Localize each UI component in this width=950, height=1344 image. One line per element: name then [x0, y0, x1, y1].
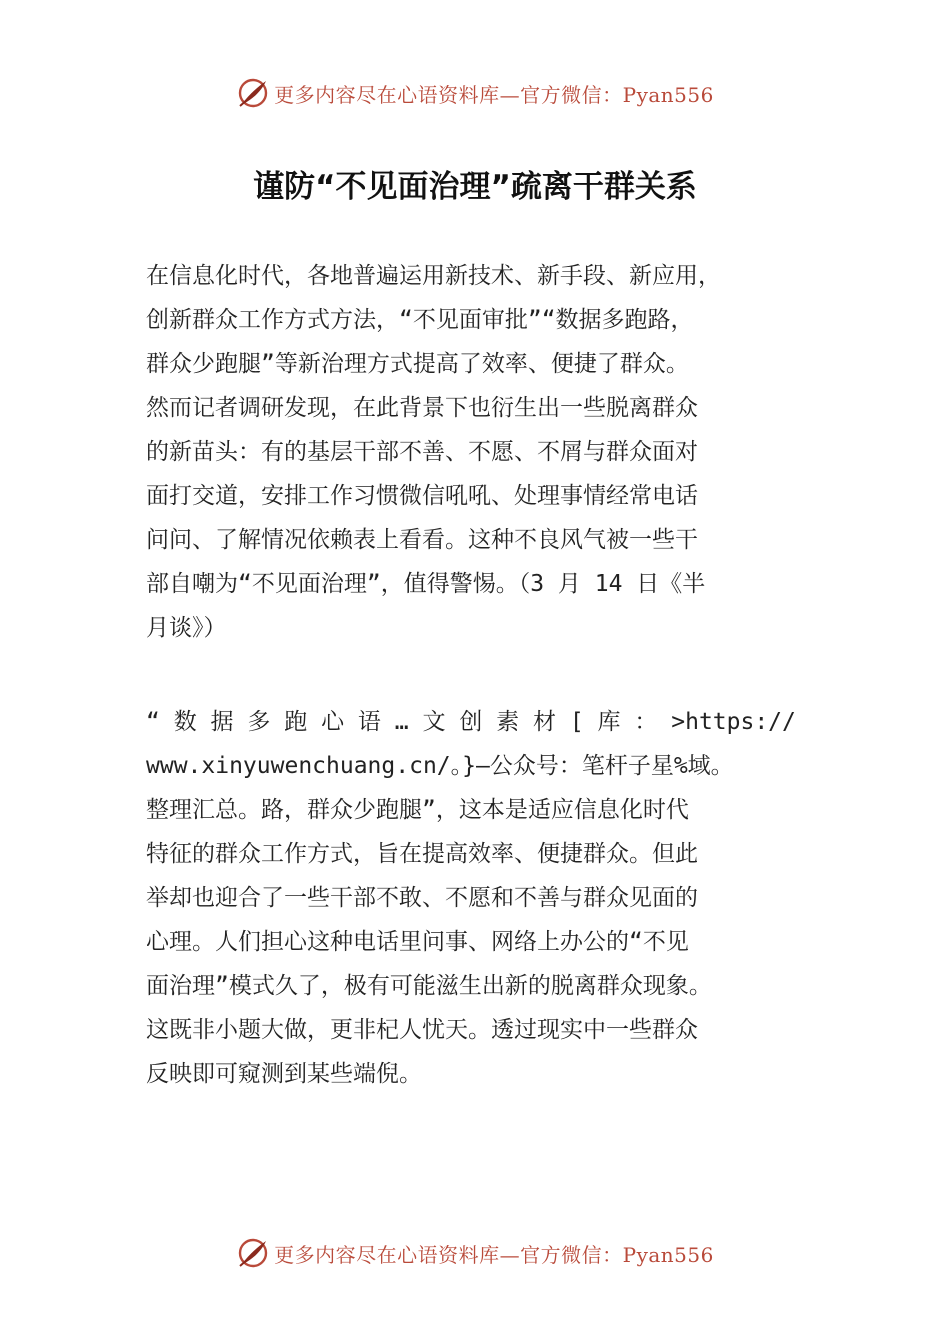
paragraph-line: 面打交道，安排工作习惯微信吼吼、处理事情经常电话 — [146, 483, 698, 509]
paragraph-line: 这既非小题大做，更非杞人忧天。透过现实中一些群众 — [146, 1017, 698, 1043]
paragraph-line: 然而记者调研发现，在此背景下也衍生出一些脱离群众 — [146, 395, 698, 421]
paragraph-line: 的新苗头：有的基层干部不善、不愿、不屑与群众面对 — [146, 439, 698, 465]
paragraph-line: 群众少跑腿”等新治理方式提高了效率、便捷了群众。 — [146, 351, 689, 377]
banner-text: 更多内容尽在心语资料库—官方微信：Pyan556 — [274, 82, 714, 107]
paragraph-line: “ 数 据 多 跑 心 语 … 文 创 素 材 [ 库 ： >https:// — [146, 709, 796, 735]
paragraph-line: 心理。人们担心这种电话里问事、网络上办公的“不见 — [146, 929, 689, 955]
paragraph-2 — [146, 700, 818, 1096]
paragraph-line: 月谈》） — [146, 615, 227, 641]
paragraph-line: 反映即可窥测到某些端倪。 — [146, 1061, 422, 1087]
article-title: 谨防“不见面治理”疏离干群关系 — [253, 169, 697, 205]
paragraph-1 — [146, 254, 818, 650]
banner-text: 更多内容尽在心语资料库—官方微信：Pyan556 — [274, 1242, 714, 1267]
paragraph-line: 问问、了解情况依赖表上看看。这种不良风气被一些干 — [146, 527, 698, 553]
paragraph-line: 特征的群众工作方式，旨在提高效率、便捷群众。但此 — [146, 841, 698, 867]
paragraph-line: www.xinyuwenchuang.cn/。}—公众号：笔杆子星%域。 — [146, 753, 734, 779]
paragraph-line: 创新群众工作方式方法，“不见面审批”“数据多跑路， — [146, 307, 694, 333]
paragraph-line: 整理汇总。路，群众少跑腿”，这本是适应信息化时代 — [146, 797, 689, 823]
quill-pen-logo-icon — [236, 1236, 270, 1270]
footer-watermark-banner — [0, 1233, 950, 1273]
quill-pen-logo-icon — [236, 76, 270, 110]
header-watermark-banner — [0, 73, 950, 113]
paragraph-line: 部自嘲为“不见面治理”，值得警惕。（3 月 14 日《半 — [146, 571, 706, 597]
paragraph-line: 举却也迎合了一些干部不敢、不愿和不善与群众见面的 — [146, 885, 698, 911]
paragraph-line: 面治理”模式久了，极有可能滋生出新的脱离群众现象。 — [146, 973, 712, 999]
paragraph-line: 在信息化时代，各地普遍运用新技术、新手段、新应用， — [146, 263, 721, 289]
